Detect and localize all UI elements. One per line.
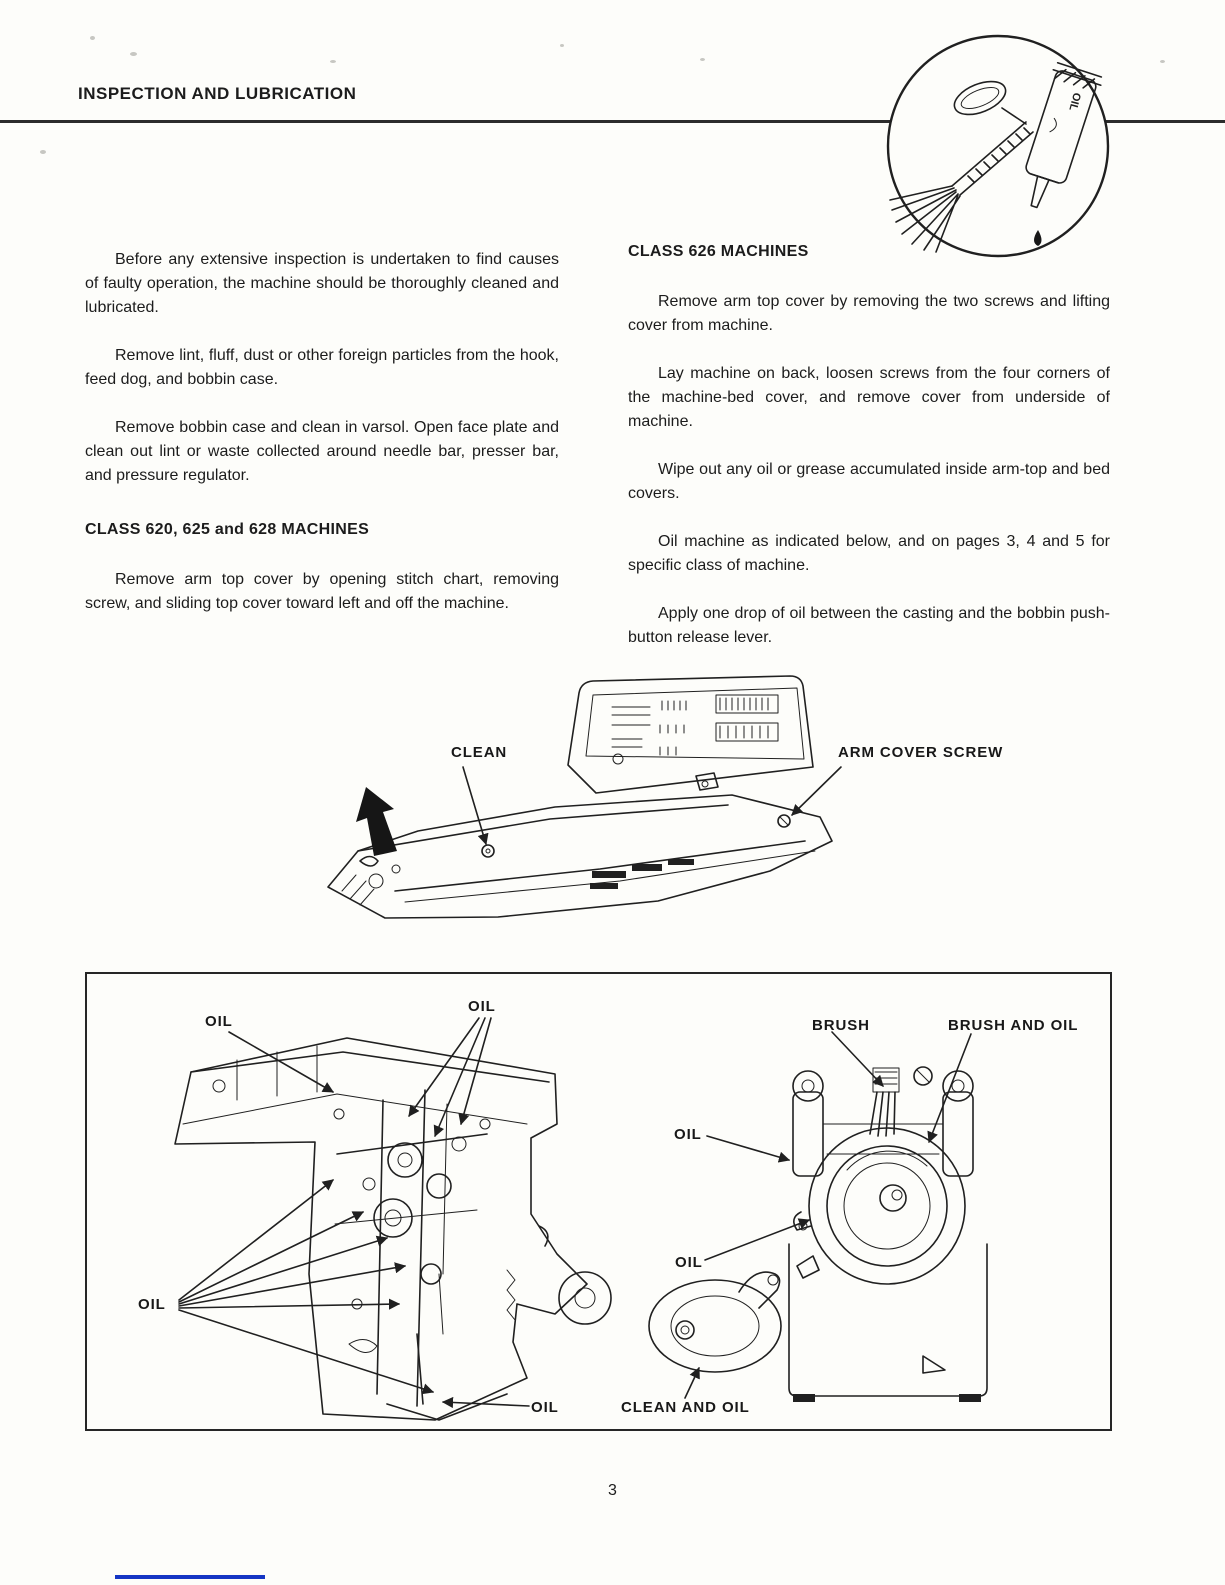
lubrication-diagram-box xyxy=(85,972,1112,1431)
page-title: INSPECTION AND LUBRICATION xyxy=(78,84,357,103)
scan-noise xyxy=(1160,60,1165,63)
scan-noise xyxy=(560,44,564,47)
oil-callout-label: OIL xyxy=(531,1399,559,1416)
paragraph: Remove lint, fluff, dust or other foreign particles from the hook, feed dog, and bobbin case. xyxy=(85,347,559,388)
oil-callout-label: OIL xyxy=(674,1126,702,1143)
clean-and-oil-callout-label: CLEAN AND OIL xyxy=(621,1399,750,1416)
scan-noise xyxy=(700,58,705,61)
oil-callout-label: OIL xyxy=(468,998,496,1015)
clean-callout-label: CLEAN xyxy=(451,744,508,761)
oil-callout-label: OIL xyxy=(675,1254,703,1271)
left-column xyxy=(85,248,559,640)
right-column xyxy=(628,240,1110,674)
brush-and-oil-callout-label: BRUSH AND OIL xyxy=(948,1017,1079,1034)
section-heading-class-626: CLASS 626 MACHINES xyxy=(628,243,809,260)
scan-noise xyxy=(330,60,336,63)
paragraph: Apply one drop of oil between the casting and the bobbin push-button release lever. xyxy=(628,605,1110,646)
paragraph: Oil machine as indicated below, and on pages 3, 4 and 5 for specific class of machine. xyxy=(628,533,1110,574)
scan-noise xyxy=(90,36,95,40)
oil-callout-label: OIL xyxy=(138,1296,166,1313)
oil-tube-label: OIL xyxy=(1066,91,1083,113)
scan-noise xyxy=(130,52,137,56)
scan-artifact-line xyxy=(115,1575,265,1579)
paragraph: Remove arm top cover by removing the two screws and lifting cover from machine. xyxy=(628,293,1110,334)
paragraph: Remove bobbin case and clean in varsol. Open face plate and clean out lint or waste collected around needle bar, presser bar, and pressure regulator. xyxy=(85,419,559,484)
scan-noise xyxy=(40,150,46,154)
paragraph: Wipe out any oil or grease accumulated inside arm-top and bed covers. xyxy=(628,461,1110,502)
oil-callout-label: OIL xyxy=(205,1013,233,1030)
paragraph: Before any extensive inspection is undertaken to find causes of faulty operation, the machine should be thoroughly cleaned and lubricated. xyxy=(85,251,559,316)
paragraph: Lay machine on back, loosen screws from the four corners of the machine-bed cover, and remove cover from underside of machine. xyxy=(628,365,1110,430)
oil-and-brush-illustration xyxy=(878,24,1118,269)
paragraph: Remove arm top cover by opening stitch chart, removing screw, and sliding top cover toward left and off the machine. xyxy=(85,571,559,612)
lubrication-diagrams xyxy=(87,974,1109,1428)
machine-top-view-figure xyxy=(300,655,880,965)
page-number: 3 xyxy=(608,1482,617,1499)
arm-cover-screw-callout-label: ARM COVER SCREW xyxy=(838,744,1004,761)
brush-callout-label: BRUSH xyxy=(812,1017,870,1034)
section-heading-class-620: CLASS 620, 625 and 628 MACHINES xyxy=(85,521,370,538)
